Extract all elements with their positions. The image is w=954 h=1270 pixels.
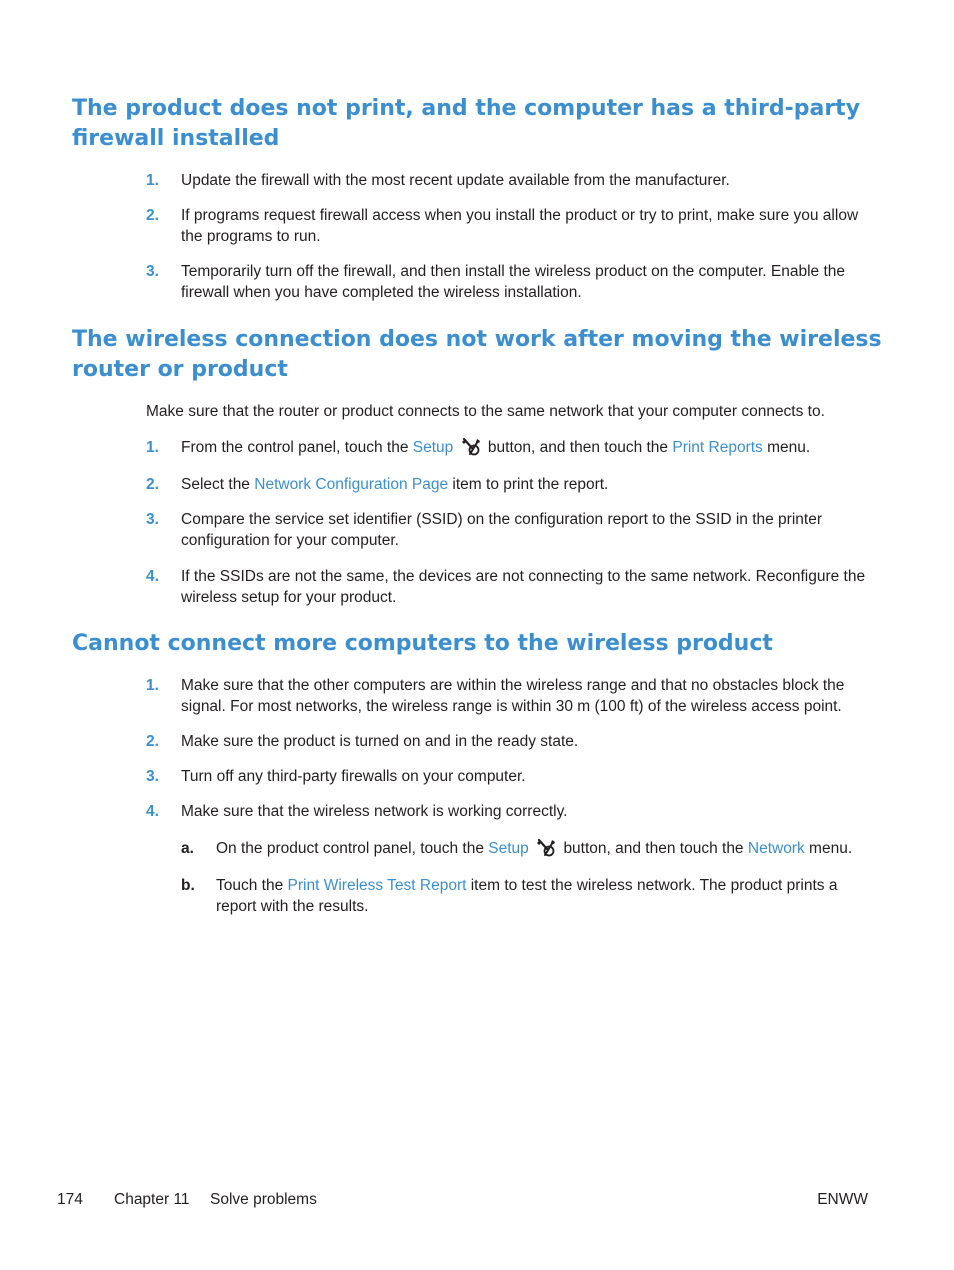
sub-step-letter: b.	[181, 877, 195, 894]
setup-icon	[535, 838, 557, 858]
sub-step-text: On the product control panel, touch the Setup button, and then touch the Network menu.	[216, 840, 853, 857]
step-number: 1.	[146, 677, 159, 694]
setup-link[interactable]: Setup	[488, 840, 529, 857]
step-text: If programs request firewall access when you install the product or try to print, make sure you allow the programs to run.	[181, 207, 859, 245]
step-number: 2.	[146, 733, 159, 750]
section-intro: Make sure that the router or product connects to the same network that your computer connects to.	[146, 403, 825, 420]
heading-line: The wireless connection does not work after moving the wireless	[72, 327, 882, 352]
section-1-heading	[72, 94, 892, 154]
locale-code: ENWW	[817, 1191, 868, 1208]
page-number: 174	[57, 1191, 83, 1208]
section-2-heading	[72, 325, 892, 385]
step-number: 1.	[146, 439, 159, 456]
list-item	[146, 205, 876, 247]
step-text: Update the firewall with the most recent update available from the manufacturer.	[181, 172, 730, 189]
section-3-heading: Cannot connect more computers to the wireless product	[72, 631, 773, 656]
step-number: 1.	[146, 172, 159, 189]
setup-link[interactable]: Setup	[412, 439, 454, 456]
step-text: Select the Network Configuration Page item to print the report.	[181, 476, 609, 493]
network-configuration-page-link[interactable]: Network Configuration Page	[254, 476, 449, 493]
list-item	[146, 437, 876, 458]
network-link[interactable]: Network	[747, 840, 805, 857]
list-item	[146, 261, 876, 303]
step-text: Compare the service set identifier (SSID) on the configuration report to the SSID in the printer configuration for your computer.	[181, 511, 822, 549]
step-text: Temporarily turn off the firewall, and then install the wireless product on the computer. Enable the firewall when you have completed the wireless installation.	[181, 263, 845, 301]
list-item	[146, 509, 876, 551]
heading-line: The product does not print, and the computer has a third-party	[72, 96, 861, 121]
list-item	[146, 731, 876, 752]
sub-list-item	[181, 838, 871, 859]
step-number: 3.	[146, 511, 159, 528]
step-text: If the SSIDs are not the same, the devices are not connecting to the same network. Reconfigure the wireless setup for your product.	[181, 568, 866, 606]
step-text: Turn off any third-party firewalls on your computer.	[181, 768, 526, 785]
print-wireless-test-report-link[interactable]: Print Wireless Test Report	[287, 877, 467, 894]
heading-line: router or product	[72, 357, 288, 382]
sub-list-item	[181, 875, 871, 917]
chapter-label: Chapter 11	[114, 1191, 190, 1208]
step-number: 2.	[146, 207, 159, 224]
step-number: 3.	[146, 263, 159, 280]
step-text: From the control panel, touch the Setup button, and then touch the Print Reports menu.	[181, 439, 811, 456]
step-text: Make sure that the wireless network is working correctly.	[181, 803, 568, 820]
sub-step-letter: a.	[181, 840, 194, 857]
setup-icon	[460, 437, 482, 457]
list-item	[146, 474, 876, 495]
step-number: 3.	[146, 768, 159, 785]
sub-step-text: Touch the Print Wireless Test Report item to test the wireless network. The product prints a report with the results.	[216, 877, 838, 915]
list-item	[146, 566, 876, 608]
step-text: Make sure that the other computers are within the wireless range and that no obstacles block the signal. For most networks, the wireless range is within 30 m (100 ft) of the wireless access point.	[181, 677, 845, 715]
print-reports-link[interactable]: Print Reports	[672, 439, 763, 456]
list-item	[146, 170, 876, 191]
list-item	[146, 675, 876, 717]
step-number: 2.	[146, 476, 159, 493]
heading-line: firewall installed	[72, 126, 280, 151]
step-text: Make sure the product is turned on and in the ready state.	[181, 733, 579, 750]
step-number: 4.	[146, 568, 159, 585]
list-item	[146, 766, 876, 787]
step-number: 4.	[146, 803, 159, 820]
chapter-title: Solve problems	[210, 1191, 317, 1208]
list-item	[146, 801, 876, 822]
